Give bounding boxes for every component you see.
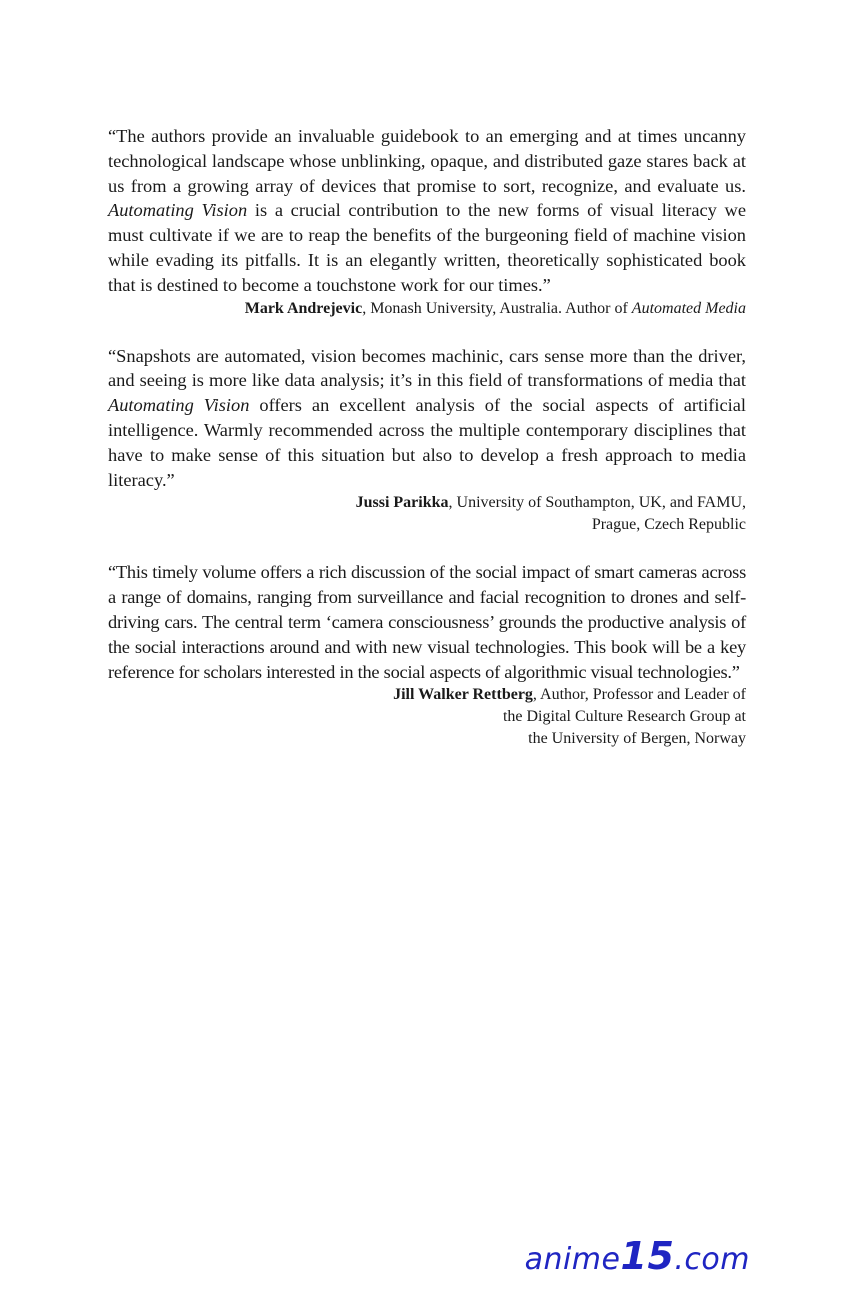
book-title: Automating Vision [108, 395, 250, 416]
watermark-prefix: anime [524, 1242, 621, 1277]
endorsement-attribution [108, 298, 746, 320]
endorser-affiliation: , Author, Professor and Leader of [532, 686, 746, 704]
endorser-affiliation-line: Prague, Czech Republic [591, 516, 746, 534]
endorsement-quote [108, 560, 746, 684]
endorser-name: Mark Andrejevic [244, 299, 363, 317]
endorsement-quote [108, 344, 746, 493]
endorser-affiliation: , University of Southampton, UK, and FAMU, [448, 494, 746, 512]
endorser-affiliation-line: the Digital Culture Research Group at [502, 708, 746, 726]
quote-text: offers an excellent analysis of the social aspects of artificial intelligence. Warmly recommended across the multiple contemporary disciplines that have to make sense of this situation but also to develop a fresh approach to media literacy.” [108, 395, 746, 490]
endorsement-attribution [108, 492, 746, 536]
quote-text: is a crucial contribution to the new forms of visual literacy we must cultivate if we are to reap the benefits of the burgeoning field of machine vision while evading its pitfalls. It is an elegantly written, theoretically sophisticated book that is destined to become a touchstone work for our times.” [108, 200, 746, 295]
quote-text: “Snapshots are automated, vision becomes machinic, cars sense more than the driver, and seeing is more like data analysis; it’s in this field of transformations of media that [108, 345, 746, 391]
endorsement-parikka [108, 344, 746, 537]
endorser-name: Jussi Parikka [355, 494, 449, 512]
endorsements [108, 124, 746, 774]
endorser-name: Jill Walker Rettberg [393, 686, 533, 704]
watermark-suffix: .com [674, 1242, 750, 1277]
quote-text: “The authors provide an invaluable guidebook to an emerging and at times uncanny technological landscape whose unblinking, opaque, and distributed gaze stares back at us from a growing array of devices that promise to sort, recognize, and evaluate us. [108, 126, 746, 196]
endorser-affiliation-line: the University of Bergen, Norway [528, 730, 746, 748]
endorsement-andrejevic [108, 124, 746, 320]
endorsement-quote [108, 124, 746, 298]
watermark [524, 1234, 750, 1278]
endorser-work-title: Automated Media [631, 299, 746, 317]
watermark-number: 15 [620, 1234, 675, 1278]
endorsement-rettberg [108, 560, 746, 750]
quote-text: “This timely volume offers a rich discussion of the social impact of smart cameras across a range of domains, ranging from surveillance and facial recognition to drones and self-driving cars. The central term ‘camera consciousness’ grounds the productive analysis of the social interactions around and with new visual technologies. This book will be a key reference for scholars interested in the social aspects of algorithmic visual technologies.” [108, 562, 746, 682]
book-title: Automating Vision [108, 200, 248, 221]
endorser-affiliation: , Monash University, Australia. Author of [362, 299, 632, 317]
endorsement-attribution [108, 684, 746, 750]
